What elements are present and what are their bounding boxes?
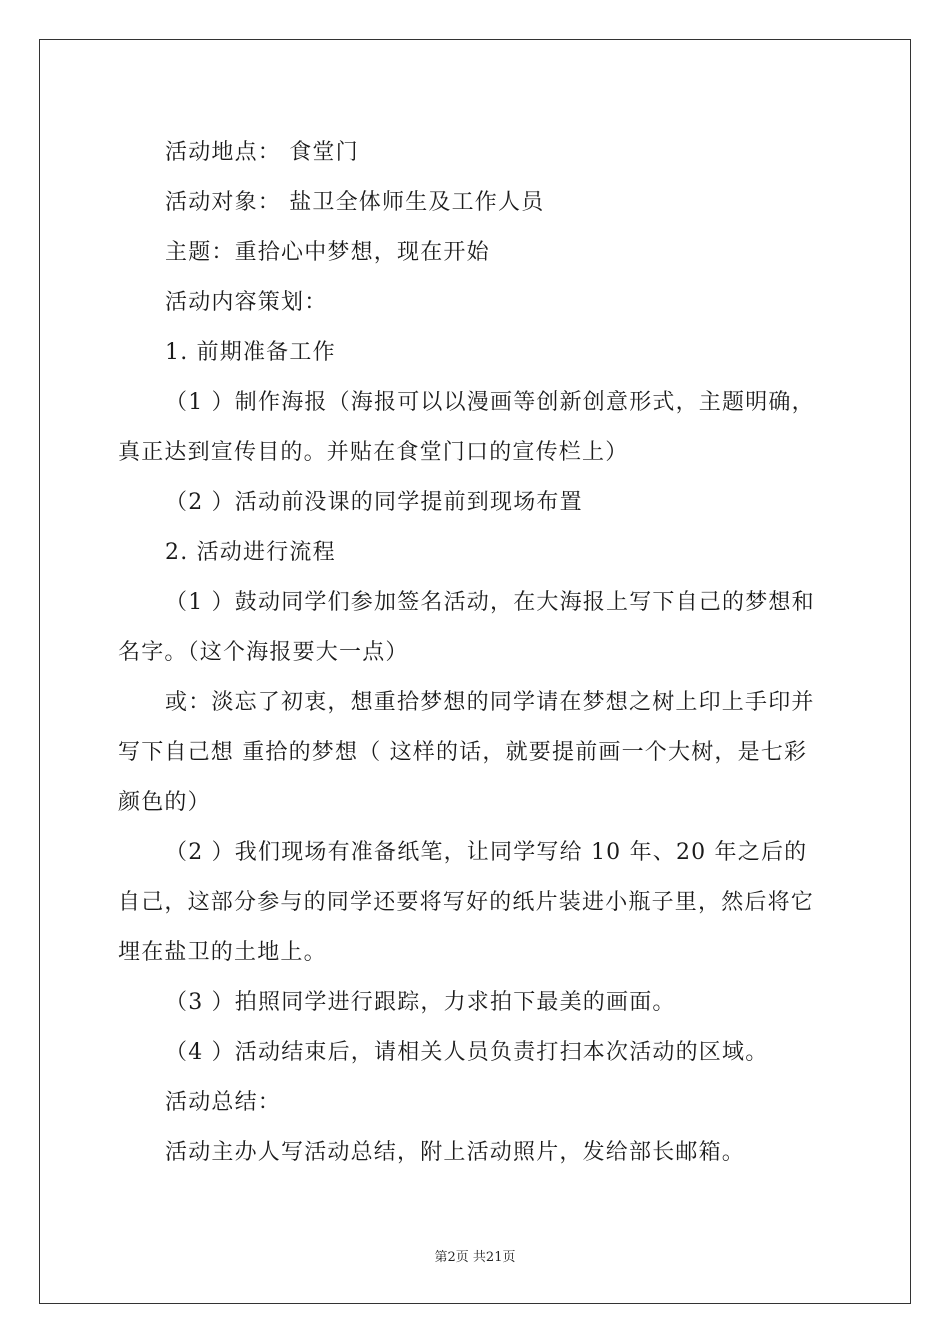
text-line: 活动内容策划： xyxy=(165,290,328,315)
text-line: （3 ）拍照同学进行跟踪，力求拍下最美的画面。 xyxy=(165,990,676,1015)
document-body xyxy=(118,128,838,1178)
text-line: （4 ）活动结束后，请相关人员负责打扫本次活动的区域。 xyxy=(165,1040,769,1065)
text-line: 活动对象： 盐卫全体师生及工作人员 xyxy=(165,190,545,215)
text-line: 主题：重拾心中梦想，现在开始 xyxy=(165,240,490,265)
text-line: 埋在盐卫的土地上。 xyxy=(118,940,327,965)
text-line: 写下自己想 重拾的梦想（ 这样的话，就要提前画一个大树，是七彩 xyxy=(118,740,808,765)
text-line: 活动地点： 食堂门 xyxy=(165,140,359,165)
page-number-footer: 第2页 共21页 xyxy=(434,1250,516,1265)
text-line: （2 ）活动前没课的同学提前到现场布置 xyxy=(165,490,583,515)
text-line: （1 ）制作海报（海报可以以漫画等创新创意形式，主题明确， xyxy=(165,390,815,415)
text-line: （1 ）鼓动同学们参加签名活动，在大海报上写下自己的梦想和 xyxy=(165,590,815,615)
text-line: 名字。（这个海报要大一点） xyxy=(118,640,409,665)
text-line: 自己，这部分参与的同学还要将写好的纸片装进小瓶子里，然后将它 xyxy=(118,890,815,915)
text-line: 活动主办人写活动总结，附上活动照片，发给部长邮箱。 xyxy=(165,1140,746,1165)
text-line: 真正达到宣传目的。并贴在食堂门口的宣传栏上） xyxy=(118,440,629,465)
section-heading: 2. 活动进行流程 xyxy=(165,540,336,565)
section-heading: 1. 前期准备工作 xyxy=(165,340,336,365)
text-line: （2 ）我们现场有准备纸笔，让同学写给 10 年、20 年之后的 xyxy=(165,840,808,865)
text-line: 活动总结： xyxy=(165,1090,282,1115)
text-line: 颜色的） xyxy=(118,790,211,815)
text-line: 或：淡忘了初衷，想重拾梦想的同学请在梦想之树上印上手印并 xyxy=(165,690,815,715)
